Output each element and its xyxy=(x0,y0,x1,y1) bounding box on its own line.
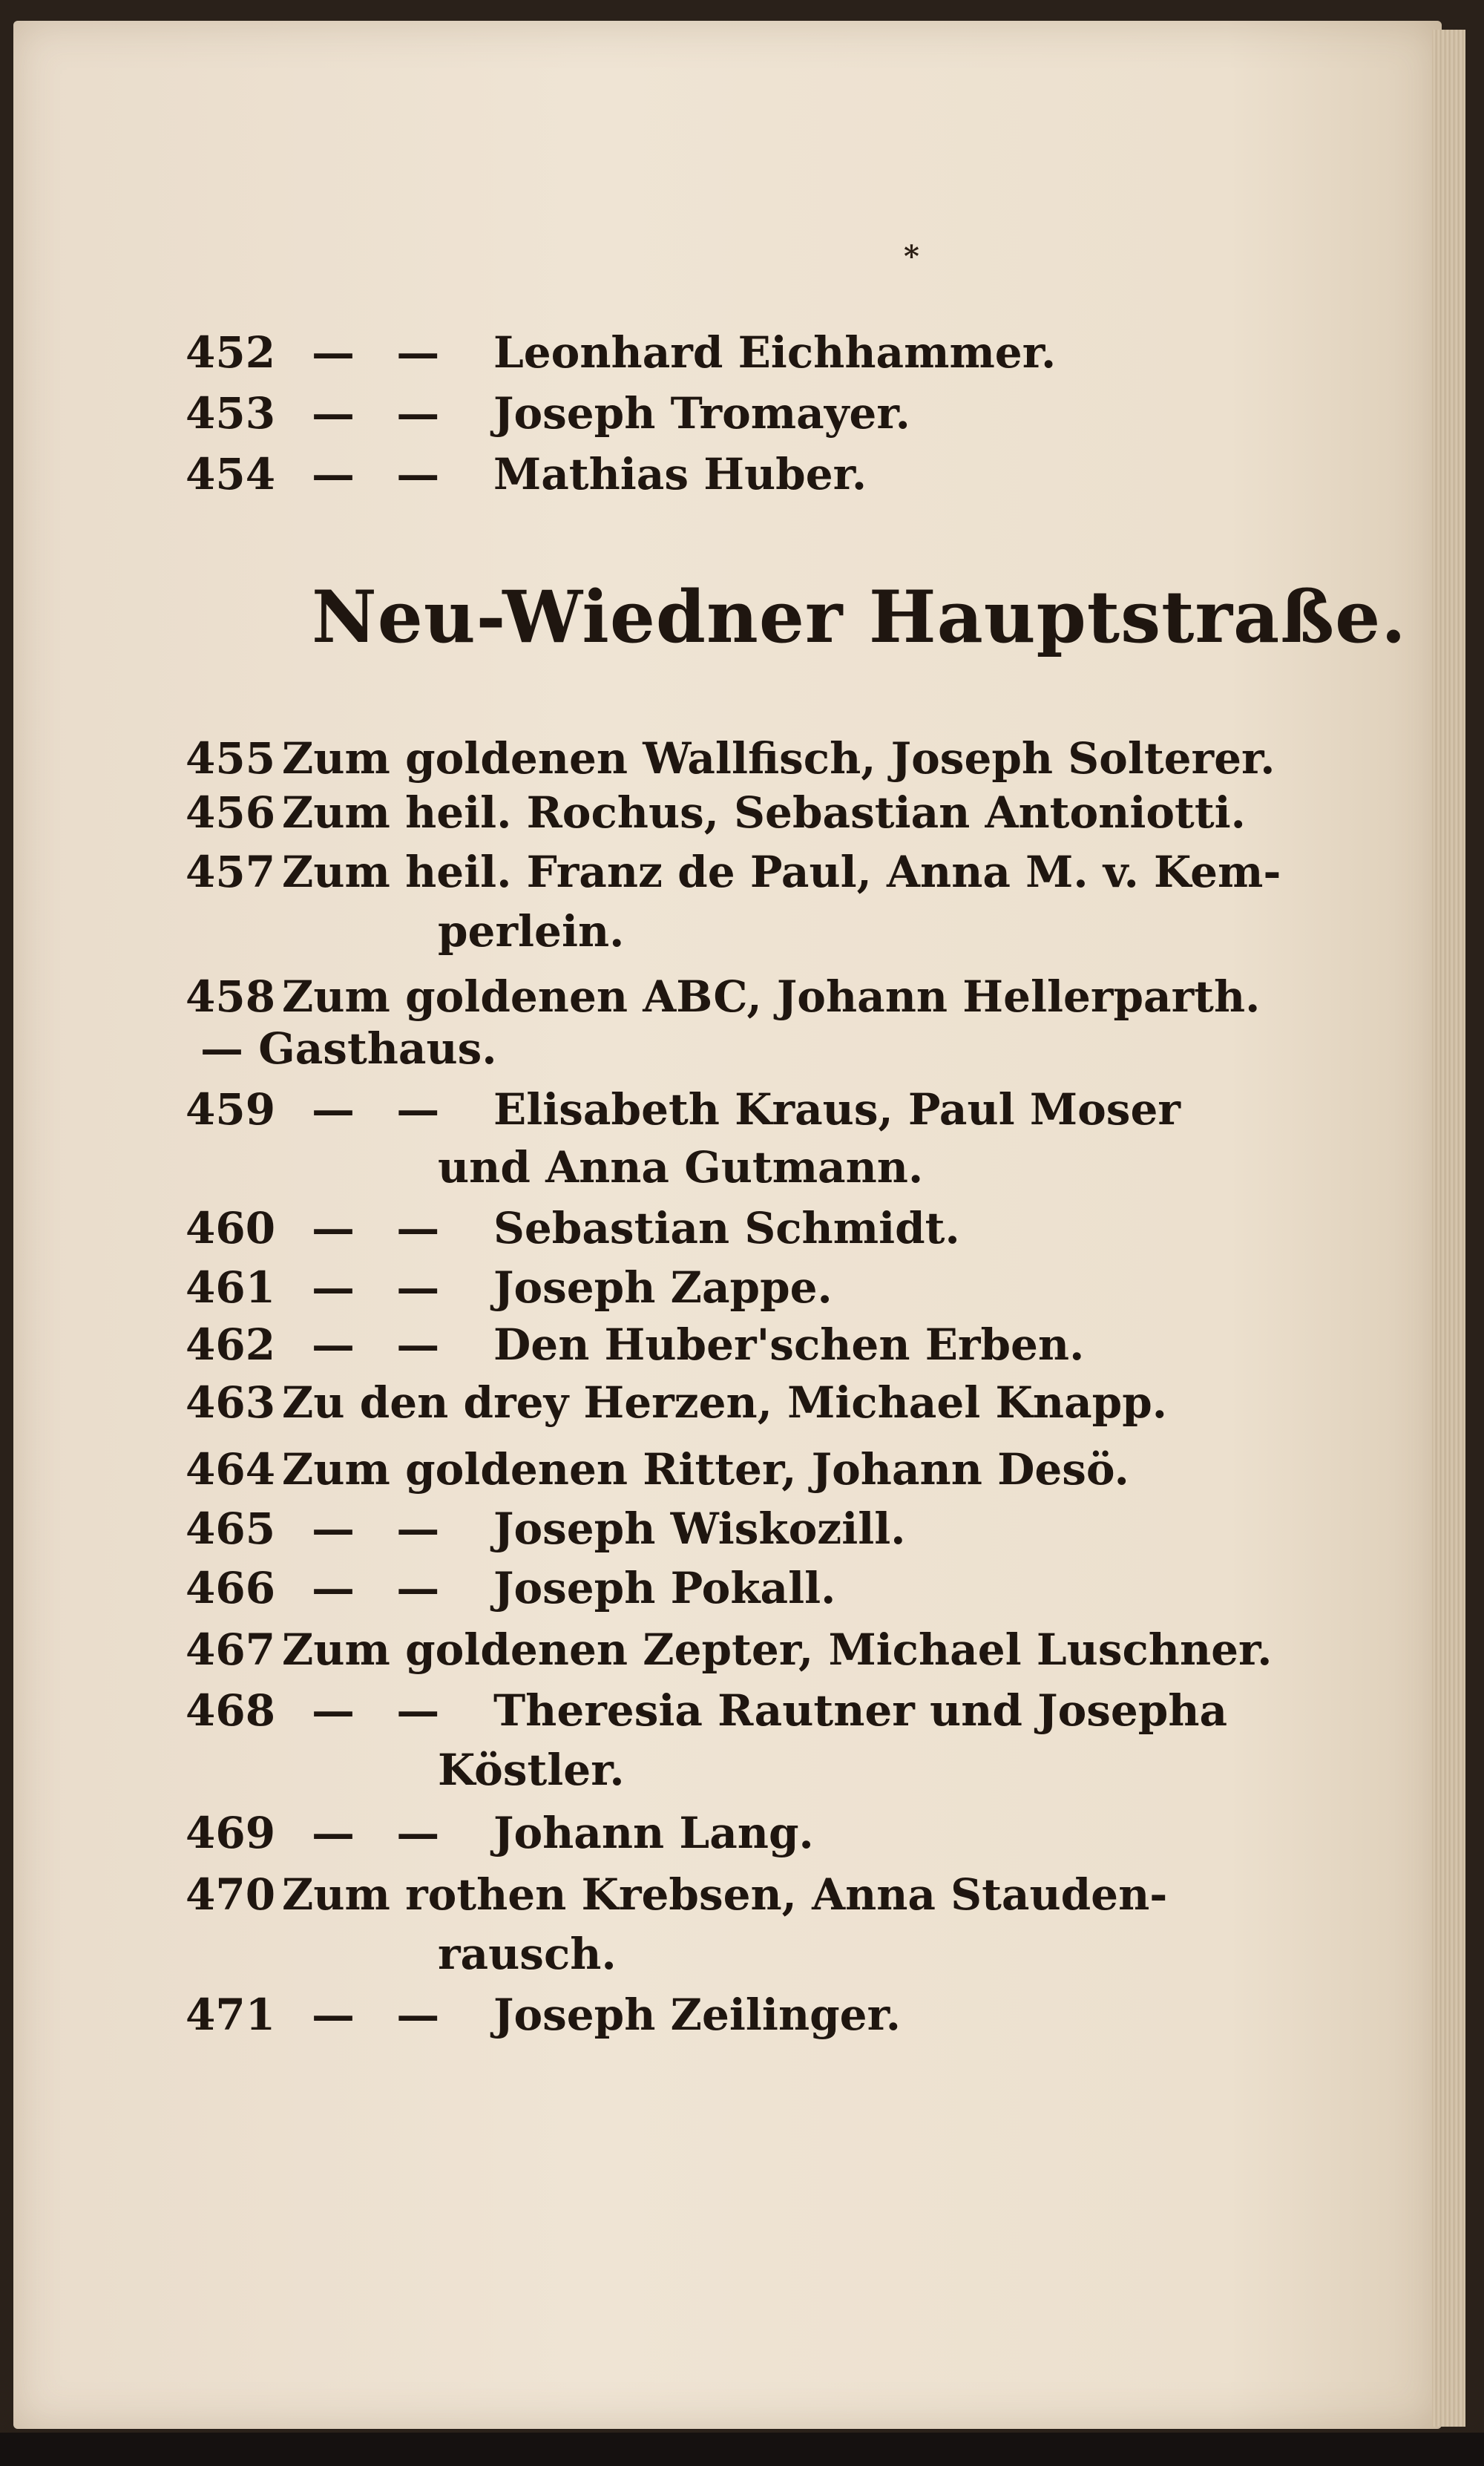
ditto-dash: — — xyxy=(312,449,453,499)
ditto-dash: — — xyxy=(312,1319,453,1370)
entry-number: 454 xyxy=(186,449,276,499)
entry-number: 469 xyxy=(186,1808,276,1858)
entry-number: 452 xyxy=(186,327,276,378)
page-mark: * xyxy=(904,239,919,274)
entry-number: 455 xyxy=(186,733,276,784)
entry-number: 459 xyxy=(186,1084,276,1135)
entry-text: Zum goldenen Zepter, Michael Luschner. xyxy=(282,1624,1273,1675)
entry-text: Zum rothen Krebsen, Anna Stauden- xyxy=(282,1869,1168,1920)
entry-number: 461 xyxy=(186,1262,276,1313)
entry-text: Theresia Rautner und Josepha xyxy=(493,1685,1228,1736)
entry-text: Zum goldenen Ritter, Johann Desö. xyxy=(282,1444,1129,1495)
entry-text: Joseph Pokall. xyxy=(493,1563,836,1613)
ditto-dash: — — xyxy=(312,1262,453,1313)
entry-number: 462 xyxy=(186,1319,276,1370)
page-edge xyxy=(1432,30,1465,2427)
section-heading: Neu-Wiedner Hauptstraße. xyxy=(312,575,1407,659)
entry-continuation: Köstler. xyxy=(438,1745,625,1795)
entry-number: 467 xyxy=(186,1624,276,1675)
ditto-dash: — — xyxy=(312,1203,453,1253)
entry-text: Johann Lang. xyxy=(493,1808,814,1858)
entry-text: Zum goldenen ABC, Johann Hellerparth. xyxy=(282,971,1261,1022)
entry-text: Sebastian Schmidt. xyxy=(493,1203,960,1253)
ditto-dash: — — xyxy=(312,1503,453,1554)
entry-text: Zu den drey Herzen, Michael Knapp. xyxy=(282,1377,1167,1428)
entry-number: 456 xyxy=(186,787,276,838)
ditto-dash: — — xyxy=(312,1685,453,1736)
entry-text: Joseph Tromayer. xyxy=(493,388,910,439)
entry-text: Joseph Wiskozill. xyxy=(493,1503,906,1554)
entry-number: 465 xyxy=(186,1503,276,1554)
entry-text: Zum goldenen Wallfisch, Joseph Solterer. xyxy=(282,733,1275,784)
entry-text: Zum heil. Franz de Paul, Anna M. v. Kem- xyxy=(282,847,1281,897)
ditto-dash: — — xyxy=(312,1990,453,2040)
ditto-dash: — — xyxy=(312,1084,453,1135)
entry-continuation: — Gasthaus. xyxy=(200,1023,497,1074)
entry-continuation: rausch. xyxy=(438,1929,617,1979)
entry-text: Joseph Zeilinger. xyxy=(493,1990,901,2040)
entry-number: 468 xyxy=(186,1685,276,1736)
entry-text: Leonhard Eichhammer. xyxy=(493,327,1057,378)
entry-number: 463 xyxy=(186,1377,276,1428)
bottom-edge xyxy=(0,2433,1484,2466)
entry-continuation: und Anna Gutmann. xyxy=(438,1142,924,1193)
entry-text: Joseph Zappe. xyxy=(493,1262,833,1313)
entry-text: Den Huber'schen Erben. xyxy=(493,1319,1085,1370)
entry-text: Zum heil. Rochus, Sebastian Antoniotti. xyxy=(282,787,1246,838)
ditto-dash: — — xyxy=(312,1563,453,1613)
ditto-dash: — — xyxy=(312,388,453,439)
entry-text: Mathias Huber. xyxy=(493,449,867,499)
ditto-dash: — — xyxy=(312,1808,453,1858)
entry-number: 466 xyxy=(186,1563,276,1613)
entry-text: Elisabeth Kraus, Paul Moser xyxy=(493,1084,1181,1135)
entry-number: 471 xyxy=(186,1990,276,2040)
entry-number: 460 xyxy=(186,1203,276,1253)
entry-number: 458 xyxy=(186,971,276,1022)
entry-number: 457 xyxy=(186,847,276,897)
entry-number: 470 xyxy=(186,1869,276,1920)
entry-number: 453 xyxy=(186,388,276,439)
entry-continuation: perlein. xyxy=(438,906,625,957)
ditto-dash: — — xyxy=(312,327,453,378)
entry-number: 464 xyxy=(186,1444,276,1495)
